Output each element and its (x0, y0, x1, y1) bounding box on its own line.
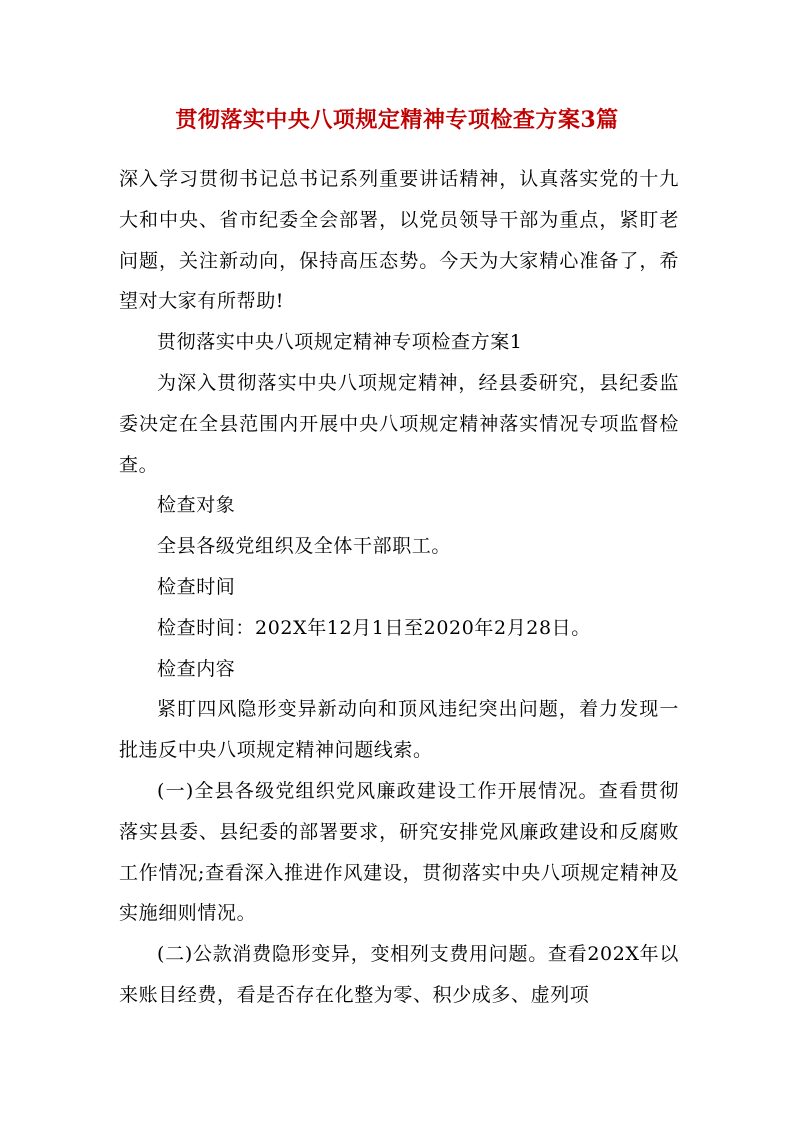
document-title: 贯彻落实中央八项规定精神专项检查方案3篇 (175, 107, 619, 133)
list-item-1: (一)全县各级党组织党风廉政建设工作开展情况。查看贯彻落实县委、县纪委的部署要求，研究安排党风廉政建设和反腐败工作情况;查看深入推进作风建设，贯彻落实中央八项规定精神及实施细则情况。 (119, 779, 679, 925)
heading-check-content: 检查内容 (157, 657, 236, 680)
intro-paragraph: 深入学习贯彻书记总书记系列重要讲话精神，认真落实党的十九大和中央、省市纪委全会部署，以党员领导干部为重点，紧盯老问题，关注新动向，保持高压态势。今天为大家精心准备了，希望对大家有所帮助! (119, 168, 679, 313)
document-body (119, 159, 679, 1016)
heading-check-time: 检查时间 (157, 575, 236, 598)
list-item-2: (二)公款消费隐形变异，变相列支费用问题。查看202X年以来账目经费，看是否存在化整为零、积少成多、虚列项 (119, 943, 679, 1006)
heading-check-object: 检查对象 (157, 494, 236, 517)
check-content-text: 紧盯四风隐形变异新动向和顶风违纪突出问题，着力发现一批违反中央八项规定精神问题线索。 (119, 698, 679, 762)
section-title: 贯彻落实中央八项规定精神专项检查方案1 (157, 331, 523, 354)
check-object-text: 全县各级党组织及全体干部职工。 (157, 535, 452, 558)
paragraph-purpose: 为深入贯彻落实中央八项规定精神，经县委研究，县纪委监委决定在全县范围内开展中央八项规定精神落实情况专项监督检查。 (119, 371, 679, 476)
check-time-text: 检查时间：202X年12月1日至2020年2月28日。 (157, 616, 591, 639)
